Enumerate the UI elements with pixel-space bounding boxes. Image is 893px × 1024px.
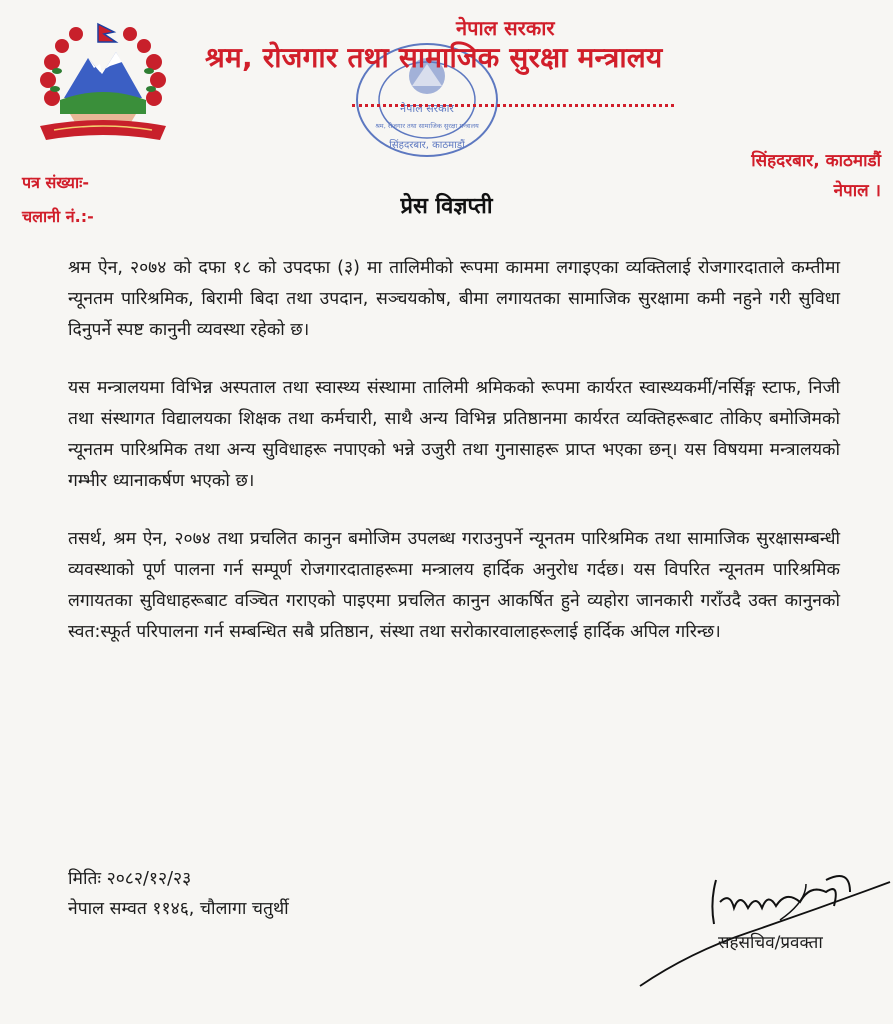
paragraph-1: श्रम ऐन, २०७४ को दफा १८ को उपदफा (३) मा तालिमीको रूपमा काममा लगाइएका व्यक्तिलाई रोजगारदाताले कम्तीमा न्यूनतम पारिश्रमिक, बिरामी बिदा तथा उपदान, सञ्चयकोष, बीमा लगायतका सामाजिक सुरक्षामा कमी नहुने गरी सुविधा दिनुपर्ने स्पष्ट कानुनी व्यवस्था रहेको छ। <box>68 258 840 340</box>
document-title: प्रेस विज्ञप्ती <box>400 194 493 219</box>
stamp-line2: श्रम, रोजगार तथा सामाजिक सुरक्षा मन्त्रालय <box>375 122 479 130</box>
date-line2: नेपाल सम्वत ११४६, चौलागा चतुर्थी <box>68 899 289 919</box>
dotted-divider <box>352 104 674 107</box>
address-line2: नेपाल । <box>833 181 881 201</box>
paragraph-2: यस मन्त्रालयमा विभिन्न अस्पताल तथा स्वास्थ्य संस्थामा तालिमी श्रमिकको रूपमा कार्यरत स्वास्थ्यकर्मी/नर्सिङ्ग स्टाफ, निजी तथा संस्थागत विद्यालयका शिक्षक तथा कर्मचारी, साथै अन्य विभिन्न प्रतिष्ठानमा कार्यरत व्यक्तिहरूबाट तोकिए बमोजिमको न्यूनतम पारिश्रमिक तथा अन्य सुविधाहरू नपाएको भन्ने उजुरी तथा गुनासाहरू प्राप्त भएका छन्। यस विषयमा मन्त्रालयको गम्भीर ध्यानाकर्षण भएको छ। <box>68 378 840 491</box>
paragraph-3: तसर्थ, श्रम ऐन, २०७४ तथा प्रचलित कानुन बमोजिम उपलब्ध गराउनुपर्ने न्यूनतम पारिश्रमिक तथा सामाजिक सुरक्षासम्बन्धी व्यवस्थाको पूर्ण पालना गर्न सम्पूर्ण रोजगारदाताहरूमा मन्त्रालय हार्दिक अनुरोध गर्दछ। यस विपरित न्यूनतम पारिश्रमिक लगायतका सुविधाहरूबाट वञ्चित गराएको पाइएमा प्रचलित कानुन आकर्षित हुने व्यहोरा जानकारी गराँउदै उक्त कानुनको स्वत:स्फूर्त परिपालना गर्न सम्बन्धित सबै प्रतिष्ठान, संस्था तथा सरोकारवालाहरूलाई हार्दिक अपिल गरिन्छ। <box>68 529 840 642</box>
ref-number-label: पत्र संख्याः- <box>22 173 89 192</box>
stamp-line1: नेपाल सरकार <box>400 102 454 115</box>
signatory-title: सहसचिव/प्रवक्ता <box>718 933 823 953</box>
handwritten-signature <box>630 862 892 992</box>
nepal-emblem-icon <box>30 18 176 152</box>
government-heading: नेपाल सरकार <box>456 16 555 40</box>
dispatch-number-label: चलानी नं.:- <box>22 207 94 226</box>
date-line1: मितिः २०८२/१२/२३ <box>68 869 192 889</box>
document-body <box>68 253 840 675</box>
date-block <box>68 864 289 924</box>
address-line1: सिंहदरबार, काठमाडौं <box>751 151 881 171</box>
ministry-heading: श्रम, रोजगार तथा सामाजिक सुरक्षा मन्त्रालय <box>205 41 663 74</box>
stamp-line3: सिंहदरबार, काठमाडौं <box>389 140 465 151</box>
